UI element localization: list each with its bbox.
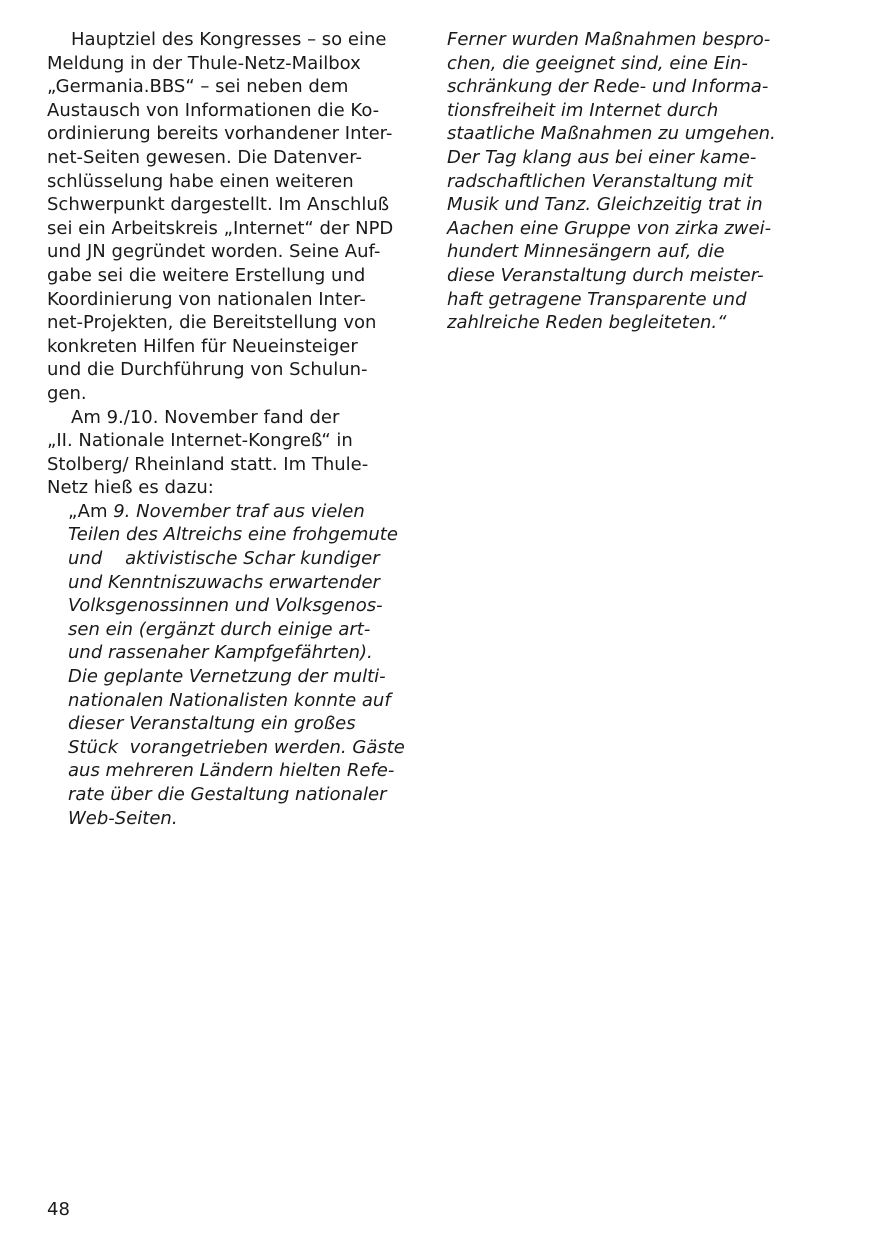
text-line: Hauptziel des Kongresses – so eine	[71, 29, 387, 50]
text-line: gabe sei die weitere Erstellung und	[47, 264, 366, 286]
paragraph-congress-goal	[47, 28, 397, 406]
quote-line: aus mehreren Ländern hielten Refe-	[68, 760, 395, 782]
quote-line: Web-Seiten.	[68, 807, 178, 829]
text-line: „II. Nationale Internet-Kongreß“ in	[47, 430, 353, 452]
quote-line: sen ein (ergänzt durch einige art-	[68, 618, 371, 640]
text-line: konkreten Hilfen für Neueinsteiger	[47, 335, 358, 357]
quote-line: und aktivistische Schar kundiger	[68, 548, 380, 570]
text-line: Stolberg/ Rheinland statt. Im Thule-	[47, 453, 369, 475]
text-line: net-Projekten, die Bereitstellung von	[47, 312, 377, 334]
quote-first-line	[68, 500, 397, 524]
quote-line: Volksgenossinnen und Volksgenos-	[68, 595, 383, 617]
quote-line: und rassenaher Kampfgefährten).	[68, 642, 373, 664]
text-line: sei ein Arbeitskreis „Internet“ der NPD	[47, 217, 394, 239]
text-line: Am 9./10. November fand der	[71, 406, 340, 428]
quote-line: nationalen Nationalisten konnte auf	[68, 689, 391, 711]
quote-line: schränkung der Rede- und Informa-	[447, 76, 769, 98]
text-line: Koordinierung von nationalen Inter-	[47, 288, 366, 310]
quote-line: tionsfreiheit im Internet durch	[447, 99, 719, 121]
quote-line: Der Tag klang aus bei einer kame-	[447, 146, 757, 168]
text-line: Meldung in der Thule-Netz-Mailbox	[47, 52, 361, 74]
quote-line: dieser Veranstaltung ein großes	[68, 713, 356, 735]
quote-line: diese Veranstaltung durch meister-	[447, 264, 764, 286]
left-column	[47, 28, 405, 830]
quote-line: Musik und Tanz. Gleichzeitig trat in	[447, 194, 763, 216]
quote-line: und Kenntniszuwachs erwartender	[68, 571, 380, 593]
quote-line: radschaftlichen Veranstaltung mit	[447, 170, 753, 192]
quote-line: zahlreiche Reden begleiteten.“	[447, 312, 727, 334]
block-quote	[47, 500, 405, 830]
quote-opening: „Am	[68, 500, 114, 522]
paragraph-november-congress	[47, 406, 397, 500]
text-line: und JN gegründet worden. Seine Auf-	[47, 241, 381, 263]
text-line: Netz hieß es dazu:	[47, 477, 214, 499]
quote-line: Teilen des Altreichs eine frohgemute	[68, 524, 398, 546]
text-line: „Germania.BBS“ – sei neben dem	[47, 76, 349, 98]
text-line: und die Durchführung von Schulun-	[47, 359, 368, 381]
quote-line: rate über die Gestaltung nationaler	[68, 784, 387, 805]
text-line: ordinierung bereits vorhandener Inter-	[47, 123, 393, 145]
text-line: Austausch von Informationen die Ko-	[47, 99, 380, 121]
quote-line: Die geplante Vernetzung der multi-	[68, 666, 386, 688]
quote-line: staatliche Maßnahmen zu umgehen.	[447, 123, 776, 145]
text-line: schlüsselung habe einen weiteren	[47, 170, 354, 192]
quote-line: Stück vorangetrieben werden. Gäste	[68, 736, 405, 758]
text-line: gen.	[47, 382, 87, 404]
page-number: 48	[47, 1199, 70, 1220]
quote-line: haft getragene Transparente und	[447, 288, 747, 310]
text-line: Schwerpunkt dargestellt. Im Anschluß	[47, 194, 390, 216]
quote-line: chen, die geeignet sind, eine Ein-	[447, 52, 748, 74]
right-column	[447, 28, 817, 335]
quote-line: Aachen eine Gruppe von zirka zwei-	[447, 217, 772, 239]
quote-opening-italic: 9. November traf aus vielen	[113, 500, 365, 522]
quote-line: Ferner wurden Maßnahmen bespro-	[447, 29, 771, 50]
text-line: net-Seiten gewesen. Die Datenver-	[47, 146, 362, 168]
quote-line: hundert Minnesängern auf, die	[447, 241, 725, 263]
